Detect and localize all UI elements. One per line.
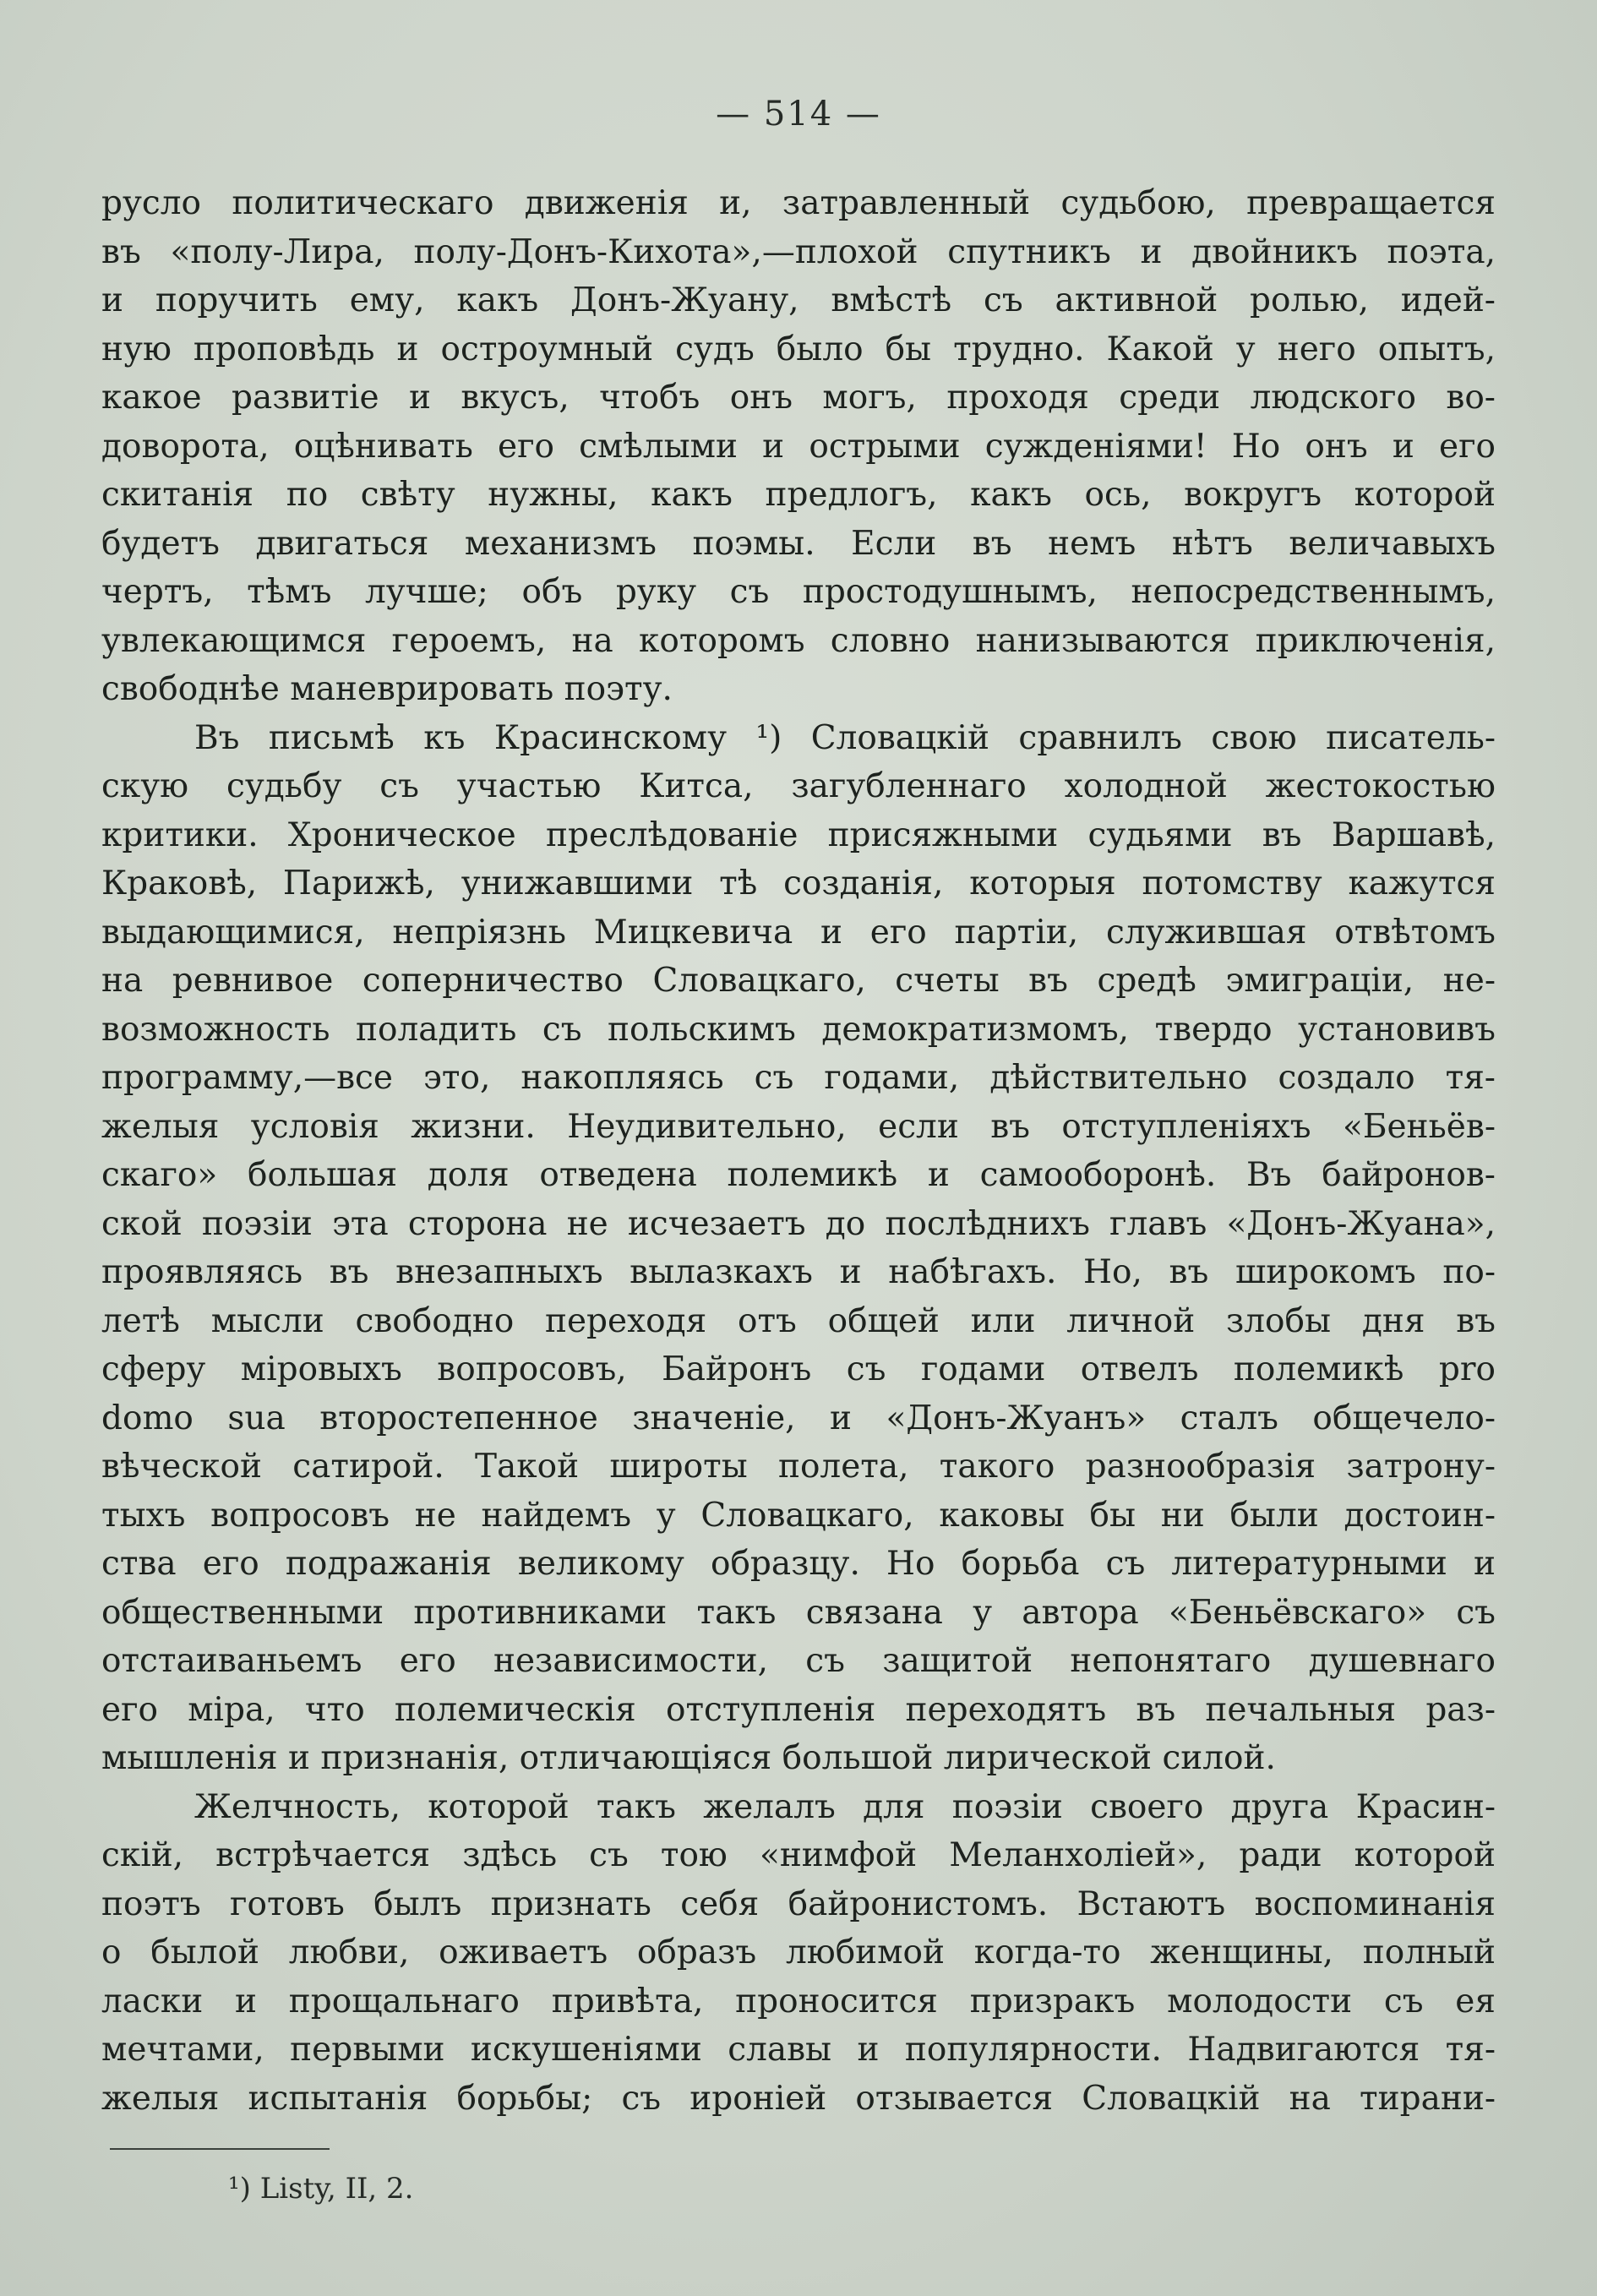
text-line: увлекающимся героемъ, на которомъ словно нанизываются приключенія, — [101, 621, 1496, 660]
text-line: поэтъ готовъ былъ признать себя байронистомъ. Встаютъ воспоминанія — [101, 1884, 1496, 1923]
text-line: сферу міровыхъ вопросовъ, Байронъ съ годами отвелъ полемикѣ pro — [101, 1350, 1496, 1388]
text-line: о былой любви, оживаетъ образъ любимой когда-то женщины, полный — [101, 1933, 1496, 1972]
text-line: тыхъ вопросовъ не найдемъ у Словацкаго, каковы бы ни были достоин- — [101, 1496, 1496, 1535]
text-line: его міра, что полемическія отступленія переходятъ въ печальныя раз- — [101, 1690, 1496, 1729]
text-line: скаго» большая доля отведена полемикѣ и самооборонѣ. Въ байронов- — [101, 1156, 1496, 1194]
text-line: чертъ, тѣмъ лучше; объ руку съ простодушнымъ, непосредственнымъ, — [101, 573, 1496, 611]
text-line: доворота, оцѣнивать его смѣлыми и острыми сужденіями! Но онъ и его — [101, 427, 1496, 466]
body-text — [101, 179, 1496, 2123]
text-line: ласки и прощальнаго привѣта, проносится призракъ молодости съ ея — [101, 1982, 1496, 2021]
text-line: какое развитіе и вкусъ, чтобъ онъ могъ, проходя среди людского во- — [101, 379, 1496, 417]
text-line: критики. Хроническое преслѣдованіе присяжными судьями въ Варшавѣ, — [101, 815, 1496, 854]
text-line: скую судьбу съ участью Китса, загубленнаго холодной жестокостью — [101, 767, 1496, 805]
text-line: программу,—все это, накопляясь съ годами, дѣйствительно создало тя- — [101, 1059, 1496, 1097]
text-line: ную проповѣдь и остроумный судъ было бы трудно. Какой у него опытъ, — [101, 330, 1496, 368]
text-line: на ревнивое соперничество Словацкаго, счеты въ средѣ эмиграціи, не- — [101, 962, 1496, 1000]
page-number: — 514 — — [716, 95, 881, 134]
text-line: выдающимися, непріязнь Мицкевича и его партіи, служившая отвѣтомъ — [101, 913, 1496, 952]
text-line: летѣ мысли свободно переходя отъ общей или личной злобы дня въ — [101, 1301, 1496, 1340]
text-line: будетъ двигаться механизмъ поэмы. Если въ немъ нѣтъ величавыхъ — [101, 524, 1496, 563]
footnote: ¹) Listy, II, 2. — [228, 2172, 414, 2206]
text-line: мышленія и признанія, отличающіяся большой лирической силой. — [101, 1739, 1276, 1777]
text-line: вѣческой сатирой. Такой широты полета, такого разнообразія затрону- — [101, 1448, 1496, 1486]
text-line: скитанія по свѣту нужны, какъ предлогъ, какъ ось, вокругъ которой — [101, 476, 1496, 514]
text-line: русло политическаго движенія и, затравленный судьбою, превращается — [101, 184, 1496, 222]
text-line: общественными противниками такъ связана у автора «Беньёвскаго» съ — [101, 1593, 1496, 1632]
text-line: желыя условія жизни. Неудивительно, если въ отступленіяхъ «Беньёв- — [101, 1107, 1496, 1146]
text-line: желыя испытанія борьбы; съ ироніей отзывается Словацкій на тирани- — [101, 2079, 1496, 2118]
text-line: domo sua второстепенное значеніе, и «Донъ-Жуанъ» сталъ общечело- — [101, 1399, 1496, 1437]
footnote-divider — [110, 2148, 330, 2150]
paragraph-3 — [101, 1783, 1496, 2124]
text-line: Желчность, которой такъ желалъ для поэзіи своего друга Красин- — [194, 1787, 1496, 1826]
text-line: въ «полу-Лира, полу-Донъ-Кихота»,—плохой спутникъ и двойникъ поэта, — [101, 232, 1496, 271]
text-line: свободнѣе маневрировать поэту. — [101, 670, 673, 708]
text-line: отстаиваньемъ его независимости, съ защитой непонятаго душевнаго — [101, 1642, 1496, 1680]
text-line: скій, встрѣчается здѣсь съ тою «нимфой Меланхоліей», ради которой — [101, 1836, 1496, 1874]
paragraph-1 — [101, 179, 1496, 714]
text-line: мечтами, первыми искушеніями славы и популярности. Надвигаются тя- — [101, 2031, 1496, 2069]
text-line: Краковѣ, Парижѣ, унижавшими тѣ созданія, которыя потомству кажутся — [101, 864, 1496, 903]
text-line: проявляясь въ внезапныхъ вылазкахъ и набѣгахъ. Но, въ широкомъ по- — [101, 1253, 1496, 1291]
text-line: ства его подражанія великому образцу. Но борьба съ литературными и — [101, 1545, 1496, 1583]
paragraph-2 — [101, 714, 1496, 1783]
text-line: и поручить ему, какъ Донъ-Жуану, вмѣстѣ съ активной ролью, идей- — [101, 281, 1496, 319]
text-line: возможность поладить съ польскимъ демократизмомъ, твердо установивъ — [101, 1010, 1496, 1049]
text-line: ской поэзіи эта сторона не исчезаетъ до послѣднихъ главъ «Донъ-Жуана», — [101, 1204, 1496, 1243]
text-line: Въ письмѣ къ Красинскому ¹) Словацкій сравнилъ свою писатель- — [194, 718, 1496, 757]
